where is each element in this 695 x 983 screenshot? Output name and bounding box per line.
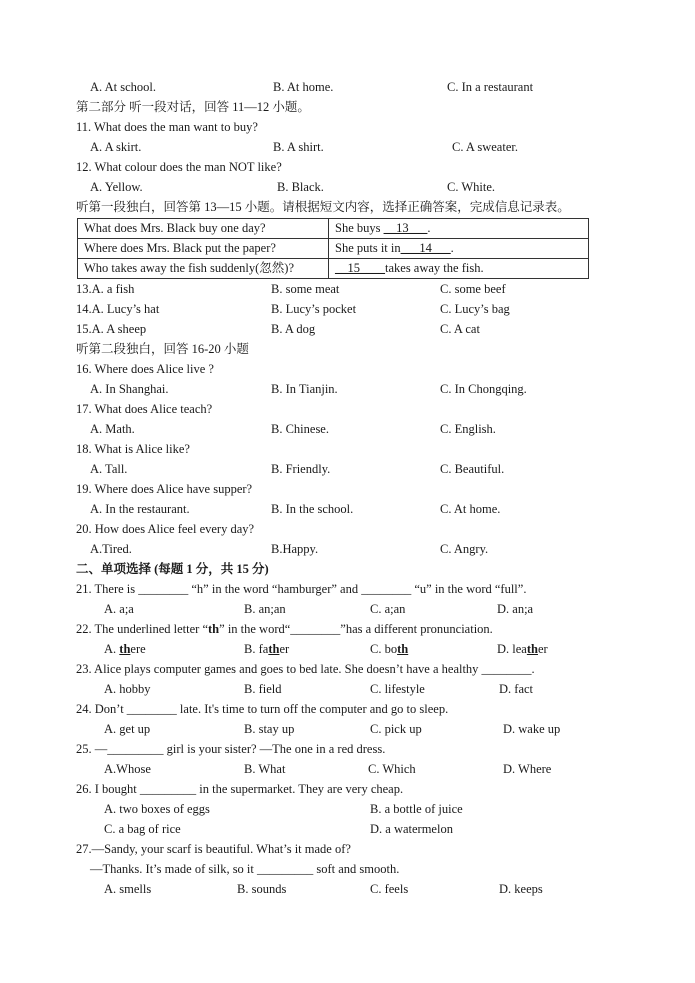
table-question: What does Mrs. Black buy one day? [78,219,329,239]
q21-option-d: D. an;a [497,602,534,616]
q11-option-c: C. A sweater. [452,140,518,154]
q22-option-b [244,639,289,659]
underlined-letters: th [397,642,409,656]
q13-option-b: B. some meat [271,282,340,296]
q18-option-c: C. Beautiful. [440,462,505,476]
table-row [78,239,589,259]
underlined-letters: th [526,642,538,656]
q23-option-d: D. fact [499,682,534,696]
answer-suffix: takes away the fish. [385,261,484,275]
word-part: er [537,642,548,656]
table-answer [329,219,589,239]
q11-stem: 11. What does the man want to buy? [76,120,258,134]
q15-option-c: C. A cat [440,322,480,336]
q12-option-a: A. Yellow. [90,180,143,194]
q10-option-a: A. At school. [90,80,156,94]
answer-blank: __13___ [383,221,428,235]
table-row [78,219,589,239]
table-answer [329,239,589,259]
q12-stem: 12. What colour does the man NOT like? [76,160,282,174]
q26-option-a: A. two boxes of eggs [104,802,210,816]
q18-option-a: A. Tall. [90,462,128,476]
q11-option-a: A. A skirt. [90,140,142,154]
q16-option-c: C. In Chongqing. [440,382,527,396]
underlined-letters: th [268,642,280,656]
q21-option-a: A. a;a [104,602,134,616]
q17-stem: 17. What does Alice teach? [76,402,213,416]
q25-option-d: D. Where [503,762,552,776]
q20-option-b: B.Happy. [271,542,319,556]
q21-option-c: C. a;an [370,602,406,616]
answer-suffix: . [427,221,431,235]
table-question: Who takes away the fish suddenly(忽然)? [78,259,329,279]
table-question: Where does Mrs. Black put the paper? [78,239,329,259]
q25-option-c: C. Which [368,762,416,776]
q11-option-b: B. A shirt. [273,140,324,154]
q13-option-c: C. some beef [440,282,506,296]
q19-option-b: B. In the school. [271,502,354,516]
q24-option-d: D. wake up [503,722,561,736]
q25-option-b: B. What [244,762,286,776]
answer-prefix: She buys [335,221,384,235]
q20-option-c: C. Angry. [440,542,489,556]
option-label: B. [244,642,259,656]
q25-option-a: A.Whose [104,762,151,776]
underlined-letters: th [119,642,131,656]
q12-option-b: B. Black. [277,180,324,194]
q27-option-a: A. smells [104,882,152,896]
q26-stem: 26. I bought _________ in the supermarket. They are very cheap. [76,782,404,796]
answer-suffix: . [450,241,454,255]
word-part: lea [512,642,527,656]
q17-option-c: C. English. [440,422,496,436]
q16-option-b: B. In Tianjin. [271,382,338,396]
q24-option-c: C. pick up [370,722,422,736]
q12-option-c: C. White. [447,180,496,194]
q14-option-b: B. Lucy’s pocket [271,302,357,316]
q26-option-b: B. a bottle of juice [370,802,463,816]
option-label: A. [104,642,120,656]
q23-option-a: A. hobby [104,682,151,696]
part2-heading: 第二部分 听一段对话，回答 11—12 小题。 [76,100,310,114]
q21-option-b: B. an;an [244,602,286,616]
q22-option-c [370,639,408,659]
q26-option-d: D. a watermelon [370,822,453,836]
q17-option-b: B. Chinese. [271,422,329,436]
q20-stem: 20. How does Alice feel every day? [76,522,255,536]
stem-text: 22. The underlined letter “ [76,622,209,636]
q27-option-b: B. sounds [237,882,287,896]
q15-option-b: B. A dog [271,322,316,336]
q17-option-a: A. Math. [90,422,135,436]
q23-stem: 23. Alice plays computer games and goes to bed late. She doesn’t have a healthy ________. [76,662,535,676]
answer-prefix: She puts it in [335,241,401,255]
q24-stem: 24. Don’t ________ late. It's time to turn off the computer and go to sleep. [76,702,449,716]
q23-option-c: C. lifestyle [370,682,425,696]
stem-highlight: th [208,622,220,636]
word-part: bo [384,642,398,656]
q27-option-c: C. feels [370,882,409,896]
q19-option-a: A. In the restaurant. [90,502,190,516]
word-part: fa [258,642,269,656]
word-part: er [279,642,290,656]
table-row [78,259,589,279]
monologue1-heading: 听第一段独白，回答第 13—15 小题。请根据短文内容，选择正确答案，完成信息记录表。 [76,200,570,214]
table-answer [329,259,589,279]
q20-option-a: A.Tired. [90,542,132,556]
q13-option-a: 13.A. a fish [76,282,135,296]
q25-stem: 25. —_________ girl is your sister? —The one in a red dress. [76,742,386,756]
option-label: D. [497,642,513,656]
q27-option-d: D. keeps [499,882,543,896]
q22-option-a [104,639,146,659]
q16-option-a: A. In Shanghai. [90,382,169,396]
monologue2-heading: 听第二段独白，回答 16-20 小题 [76,342,249,356]
q22-stem [76,619,493,639]
stem-text: ” in the word“________”has a different pronunciation. [219,622,493,636]
word-part: ere [130,642,146,656]
info-record-table [77,218,589,279]
q24-option-a: A. get up [104,722,151,736]
q21-stem: 21. There is ________ “h” in the word “hamburger” and ________ “u” in the word “full”. [76,582,527,596]
q10-option-b: B. At home. [273,80,334,94]
q18-stem: 18. What is Alice like? [76,442,190,456]
q19-stem: 19. Where does Alice have supper? [76,482,253,496]
answer-blank: __15____ [335,261,385,275]
q19-option-c: C. At home. [440,502,501,516]
q22-option-d [497,639,548,659]
q18-option-b: B. Friendly. [271,462,331,476]
q16-stem: 16. Where does Alice live ? [76,362,214,376]
q23-option-b: B. field [244,682,282,696]
q24-option-b: B. stay up [244,722,295,736]
q27-stem-line2: —Thanks. It’s made of silk, so it _________ soft and smooth. [90,862,400,876]
q14-option-a: 14.A. Lucy’s hat [76,302,160,316]
section2-heading: 二、单项选择 (每题 1 分，共 15 分) [76,562,269,576]
answer-blank: ___14___ [400,241,451,255]
q15-option-a: 15.A. A sheep [76,322,147,336]
q10-option-c: C. In a restaurant [447,80,534,94]
option-label: C. [370,642,385,656]
q27-stem-line1: 27.—Sandy, your scarf is beautiful. What’s it made of? [76,842,351,856]
q14-option-c: C. Lucy’s bag [440,302,510,316]
q26-option-c: C. a bag of rice [104,822,181,836]
